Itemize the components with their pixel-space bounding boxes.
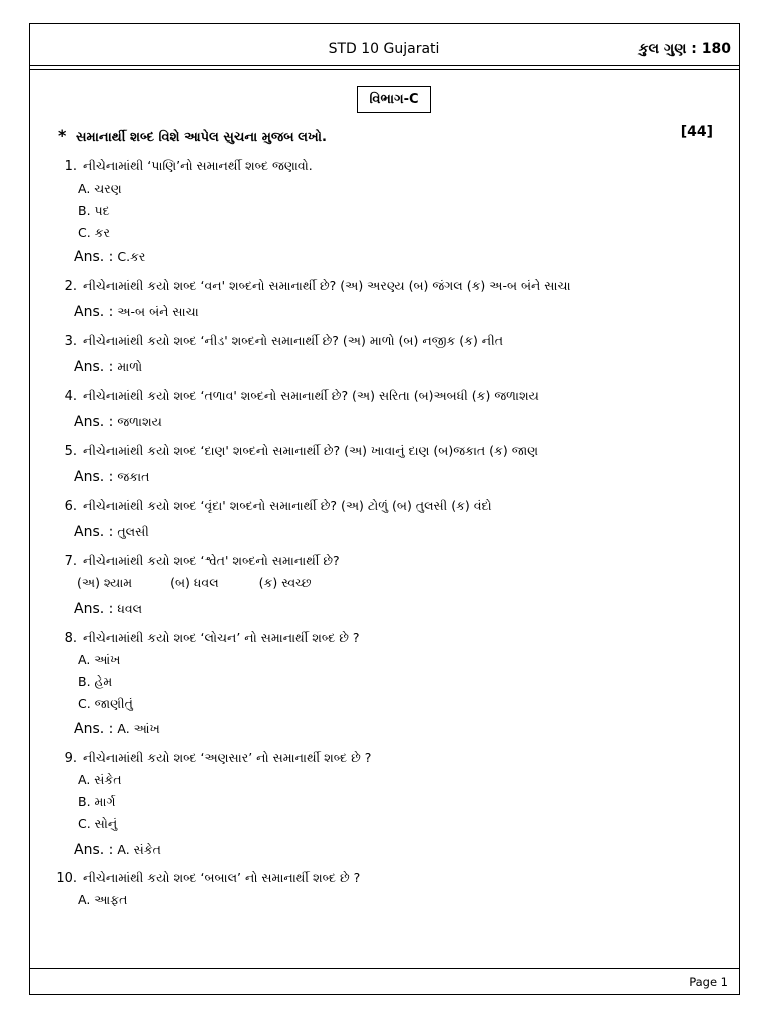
answer <box>74 469 149 485</box>
answer <box>74 601 142 617</box>
instruction <box>58 126 327 145</box>
question-number: 3. <box>64 334 77 349</box>
answer-label: Ans. : <box>74 601 114 617</box>
option: A. ચરણ <box>78 181 122 196</box>
answer <box>74 414 162 430</box>
question <box>52 498 492 514</box>
question-text: નીચેનામાંથી કયો શબ્દ ‘તળાવ' શબ્દનો સમાનાર્થી છે? (અ) સરિતા (બ)અબધી (ક) જળાશય <box>83 388 539 403</box>
page-number: Page 1 <box>689 975 728 989</box>
answer-label: Ans. : <box>74 524 114 540</box>
option: A. આંખ <box>78 652 121 667</box>
answer-value: A. આંખ <box>117 721 160 736</box>
option: C. સોનું <box>78 816 118 831</box>
option: C. કર <box>78 225 110 240</box>
answer-label: Ans. : <box>74 249 114 265</box>
answer-value: માળો <box>117 359 143 374</box>
option: C. જાણીતું <box>78 696 133 711</box>
answer <box>74 842 161 858</box>
option: A. આફત <box>78 892 128 907</box>
answer <box>74 721 160 737</box>
question-text: નીચેનામાંથી કયો શબ્દ ‘દાણ' શબ્દનો સમાનાર્થી છે? (અ) ખાવાનું દાણ (બ)જકાત (ક) જાણ <box>83 443 539 458</box>
answer <box>74 359 142 375</box>
option: B. માર્ગ <box>78 794 116 809</box>
question-text: નીચેનામાંથી કયો શબ્દ ‘શ્વેત' શબ્દનો સમાનાર્થી છે? <box>83 553 340 568</box>
section-total: [44] <box>680 124 713 140</box>
question-text: નીચેનામાંથી કયો શબ્દ ‘વન' શબ્દનો સમાનાર્થી છે? (અ) અરણ્ય (બ) જંગલ (ક) અ-બ બંને સાચા <box>83 278 571 293</box>
question <box>52 388 539 404</box>
answer <box>74 524 149 540</box>
answer <box>74 304 199 320</box>
option: A. સંકેત <box>78 772 122 787</box>
answer-label: Ans. : <box>74 721 114 737</box>
question-number: 10. <box>56 871 77 886</box>
answer-value: અ-બ બંને સાચા <box>117 304 199 319</box>
answer-value: C.કર <box>117 249 146 264</box>
question-number: 2. <box>64 279 77 294</box>
question-number: 6. <box>64 499 77 514</box>
answer-label: Ans. : <box>74 359 114 375</box>
question-number: 5. <box>64 444 77 459</box>
question-number: 9. <box>64 751 77 766</box>
question <box>52 443 538 459</box>
document-title: STD 10 Gujarati <box>328 41 440 57</box>
question <box>52 553 340 569</box>
header-rule-double <box>29 69 740 70</box>
answer-label: Ans. : <box>74 842 114 858</box>
question-number: 7. <box>64 554 77 569</box>
answer-label: Ans. : <box>74 469 114 485</box>
question-text: નીચેનામાંથી કયો શબ્દ ‘બબાલ’ નો સમાનાર્થી શબ્દ છે ? <box>83 870 361 885</box>
question-text: નીચેનામાંથી ‘પાણિ’નો સમાનર્થી શબ્દ જણાવો. <box>83 158 313 173</box>
question <box>52 278 571 294</box>
answer-value: તુલસી <box>117 524 149 539</box>
footer-rule <box>29 968 740 969</box>
question-text: નીચેનામાંથી કયો શબ્દ ‘અણસાર’ નો સમાનાર્થી શબ્દ છે ? <box>83 750 372 765</box>
option: B. હેમ <box>78 674 113 689</box>
question <box>52 630 360 646</box>
instruction-text: સમાનાર્થી શબ્દ વિશે આપેલ સુચના મુજબ લખો. <box>76 130 327 145</box>
answer-value: જકાત <box>117 469 150 484</box>
question <box>52 870 360 886</box>
inline-options <box>77 575 312 591</box>
option: (બ) ધવલ <box>170 575 219 590</box>
answer-label: Ans. : <box>74 304 114 320</box>
question-text: નીચેનામાંથી કયો શબ્દ ‘વૃંદા' શબ્દનો સમાનાર્થી છે? (અ) ટોળું (બ) તુલસી (ક) વંદો <box>83 498 492 513</box>
question-text: નીચેનામાંથી કયો શબ્દ ‘નીડ' શબ્દનો સમાનાર્થી છે? (અ) માળો (બ) નજીક (ક) નીત <box>83 333 503 348</box>
question-text: નીચેનામાંથી કયો શબ્દ ‘લોચન’ નો સમાનાર્થી શબ્દ છે ? <box>83 630 360 645</box>
answer-value: ધવલ <box>117 601 143 616</box>
answer-value: જળાશય <box>117 414 162 429</box>
question <box>52 333 503 349</box>
question-number: 4. <box>64 389 77 404</box>
answer <box>74 249 145 265</box>
option: B. પદ <box>78 203 110 218</box>
question <box>52 158 313 174</box>
header-rule <box>29 65 740 66</box>
question-number: 1. <box>64 159 77 174</box>
option: (ક) સ્વચ્છ <box>258 575 312 590</box>
total-marks: કુલ ગુણ : 180 <box>638 41 731 57</box>
answer-label: Ans. : <box>74 414 114 430</box>
bullet-star: * <box>58 126 67 145</box>
question-number: 8. <box>64 631 77 646</box>
answer-value: A. સંકેત <box>117 842 161 857</box>
option: (અ) શ્યામ <box>77 575 133 590</box>
section-heading: વિભાગ-C <box>357 86 431 113</box>
question <box>52 750 371 766</box>
